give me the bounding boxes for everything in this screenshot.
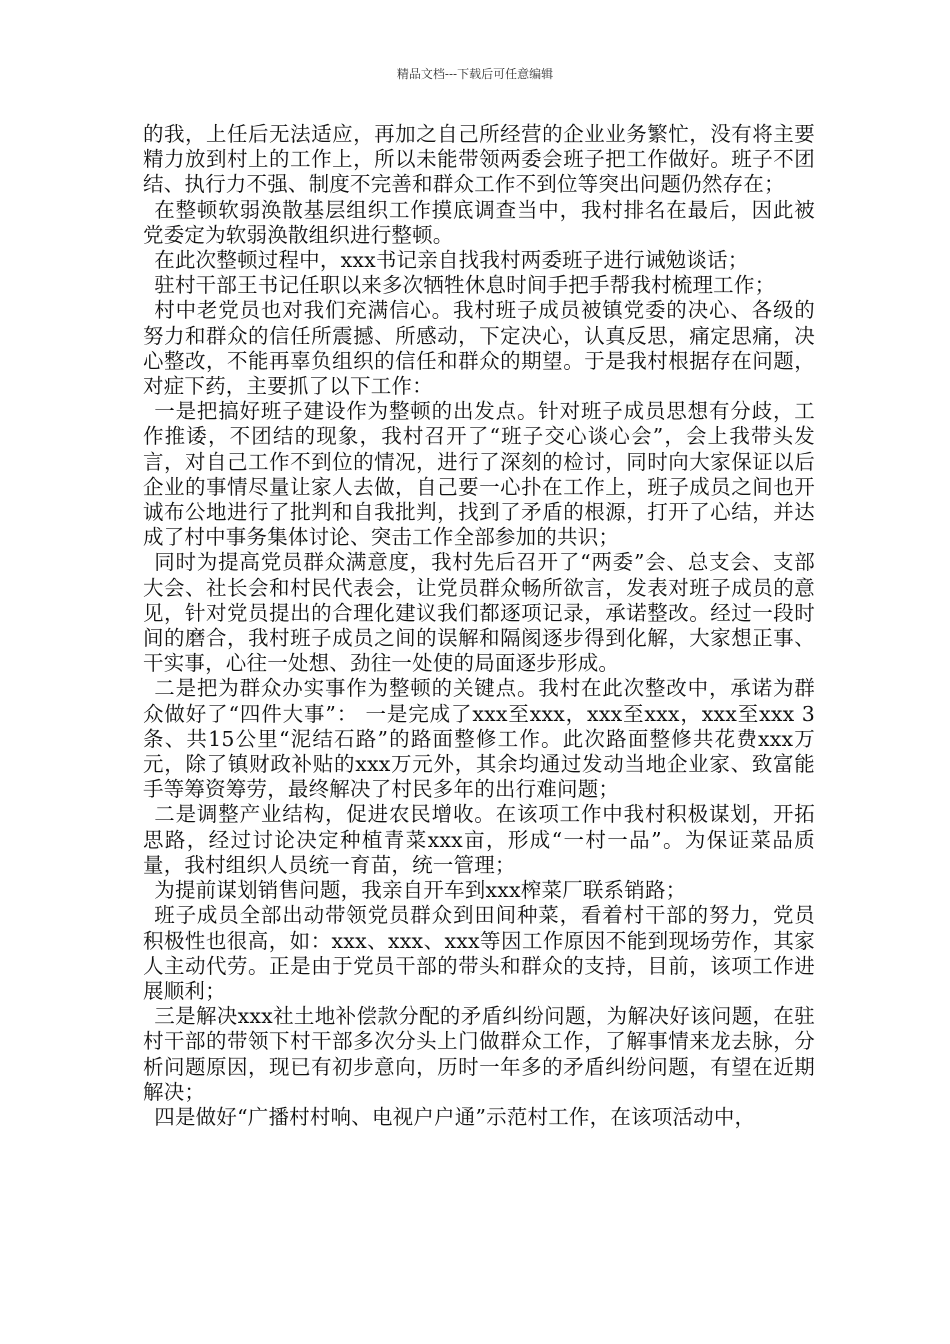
paragraph: 同时为提高党员群众满意度，我村先后召开了“两委”会、总支会、支部大会、社长会和村民代表会，让党员群众畅所欲言，发表对班子成员的意见，针对党员提出的合理化建议我们都逐项记录，承诺整改。经过一段时间的磨合，我村班子成员之间的误解和隔阂逐步得到化解，大家想正事、干实事，心往一处想、劲往一处使的局面逐步形成。 <box>143 550 815 676</box>
paragraph: 的我，上任后无法适应，再加之自己所经营的企业业务繁忙，没有将主要精力放到村上的工作上，所以未能带领两委会班子把工作做好。班子不团结、执行力不强、制度不完善和群众工作不到位等突出问题仍然存在； <box>143 122 815 197</box>
paragraph: 在整顿软弱涣散基层组织工作摸底调查当中，我村排名在最后，因此被党委定为软弱涣散组织进行整顿。 <box>143 197 815 247</box>
page-header: 精品文档---下载后可任意编辑 <box>396 67 554 81</box>
paragraph: 班子成员全部出动带领党员群众到田间种菜，看着村干部的努力，党员积极性也很高，如：xxx、xxx、xxx等因工作原因不能到现场劳作，其家人主动代劳。正是由于党员干部的带头和群众的支持，目前，该项工作进展顺利； <box>143 903 815 1003</box>
paragraph: 为提前谋划销售问题，我亲自开车到xxx榨菜厂联系销路； <box>154 878 687 903</box>
paragraph: 驻村干部王书记任职以来多次牺牲休息时间手把手帮我村梳理工作； <box>154 273 776 298</box>
paragraph: 二是调整产业结构，促进农民增收。在该项工作中我村积极谋划，开拓思路，经过讨论决定种植青菜xxx亩，形成“一村一品”。为保证菜品质量，我村组织人员统一育苗，统一管理； <box>143 802 815 877</box>
paragraph: 二是把为群众办实事作为整顿的关键点。我村在此次整改中，承诺为群众做好了“四件大事”： 一是完成了xxx至xxx，xxx至xxx，xxx至xxx 3条、共15公里“泥结石路”的路面整修工作。此次路面整修共花费xxx万元，除了镇财政补贴的xxx万元外，其余均通过发动当地企业家、致富能手等筹资筹劳，最终解决了村民多年的出行难问题； <box>143 676 815 802</box>
paragraph: 四是做好“广播村村响、电视户户通”示范村工作，在该项活动中， <box>154 1104 756 1129</box>
paragraph: 三是解决xxx社土地补偿款分配的矛盾纠纷问题，为解决好该问题，在驻村干部的带领下村干部多次分头上门做群众工作，了解事情来龙去脉，分析问题原因，现已有初步意向，历时一年多的矛盾纠纷问题，有望在近期解决； <box>143 1004 815 1104</box>
document-body <box>143 122 815 1130</box>
paragraph: 在此次整顿过程中，xxx书记亲自找我村两委班子进行诫勉谈话； <box>154 248 749 273</box>
paragraph: 村中老党员也对我们充满信心。我村班子成员被镇党委的决心、各级的努力和群众的信任所震撼、所感动，下定决心，认真反思，痛定思痛，决心整改，不能再辜负组织的信任和群众的期望。于是我村根据存在问题，对症下药，主要抓了以下工作： <box>143 298 815 399</box>
paragraph: 一是把搞好班子建设作为整顿的出发点。针对班子成员思想有分歧，工作推诿，不团结的现象，我村召开了“班子交心谈心会”，会上我带头发言，对自己工作不到位的情况，进行了深刻的检讨，同时向大家保证以后企业的事情尽量让家人去做，自己要一心扑在工作上，班子成员之间也开诚布公地进行了批判和自我批判，找到了矛盾的根源，打开了心结，并达成了村中事务集体讨论、突击工作全部参加的共识； <box>143 399 815 550</box>
